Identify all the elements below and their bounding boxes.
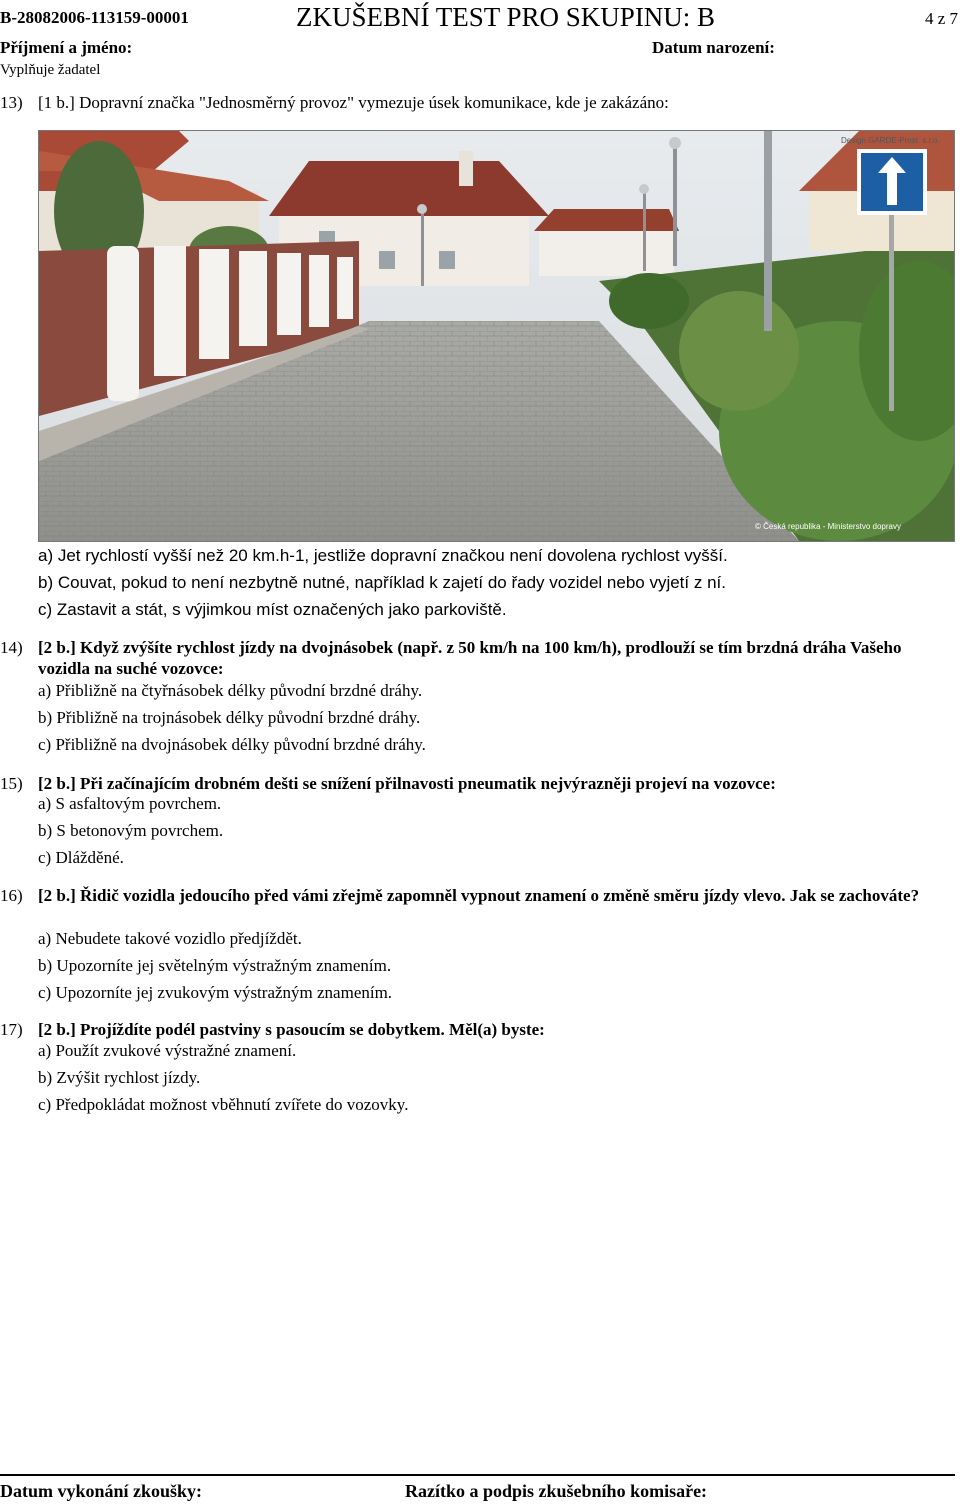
answer-13c[interactable]: c) Zastavit a stát, s výjimkou míst označených jako parkoviště. bbox=[38, 600, 507, 619]
question-number: 15) bbox=[0, 774, 23, 793]
question-13 bbox=[0, 92, 955, 113]
answer-16a[interactable]: a) Nebudete takové vozidlo předjíždět. bbox=[38, 929, 302, 948]
answer-16c[interactable]: c) Upozorníte jej zvukovým výstražným znamením. bbox=[38, 983, 393, 1002]
question-text: Projíždíte podél pastviny s pasoucím se dobytkem. Měl(a) byste: bbox=[80, 1020, 545, 1039]
page-number: 4 z 7 bbox=[924, 9, 958, 28]
street-photo bbox=[38, 130, 955, 542]
footer-divider bbox=[0, 1474, 955, 1476]
answer-17b[interactable]: b) Zvýšit rychlost jízdy. bbox=[38, 1068, 201, 1087]
answer-14c[interactable]: c) Přibližně na dvojnásobek délky původní brzdné dráhy. bbox=[38, 735, 426, 754]
answer-14a[interactable]: a) Přibližně na čtyřnásobek délky původní brzdné dráhy. bbox=[38, 681, 423, 700]
answer-13a[interactable]: a) Jet rychlostí vyšší než 20 km.h-1, jestliže dopravní značkou není dovolena rychlost vyšší. bbox=[38, 546, 728, 565]
question-points: [2 b.] bbox=[38, 638, 76, 657]
question-text: Dopravní značka "Jednosměrný provoz" vymezuje úsek komunikace, kde je zakázáno: bbox=[79, 93, 669, 112]
examiner-stamp-label: Razítko a podpis zkušebního komisaře: bbox=[405, 1481, 708, 1501]
question-17 bbox=[0, 1019, 955, 1040]
question-15 bbox=[0, 773, 955, 794]
question-number: 16) bbox=[0, 886, 23, 905]
answer-17c[interactable]: c) Předpokládat možnost vběhnutí zvířete do vozovky. bbox=[38, 1095, 409, 1114]
test-title: ZKUŠEBNÍ TEST PRO SKUPINU: B bbox=[296, 2, 716, 32]
answer-16b[interactable]: b) Upozorníte jej světelným výstražným znamením. bbox=[38, 956, 392, 975]
answer-15c[interactable]: c) Dlážděné. bbox=[38, 848, 124, 867]
question-number: 13) bbox=[0, 93, 23, 112]
question-number: 14) bbox=[0, 638, 23, 657]
answer-14b[interactable]: b) Přibližně na trojnásobek délky původní brzdné dráhy. bbox=[38, 708, 421, 727]
answer-15b[interactable]: b) S betonovým povrchem. bbox=[38, 821, 224, 840]
exam-date-label: Datum vykonání zkoušky: bbox=[0, 1481, 203, 1501]
photo-copyright: © Česká republika - Ministerstvo dopravy bbox=[755, 522, 901, 531]
question-text: Při začínajícím drobném dešti se snížení přilnavosti pneumatik nejvýrazněji projeví na vozovce: bbox=[80, 774, 776, 793]
question-points: [2 b.] bbox=[38, 1020, 76, 1039]
question-text: Když zvýšíte rychlost jízdy na dvojnásobek (např. z 50 km/h na 100 km/h), prodlouží se tím brzdná dráha Vašeho vozidla na suché vozovce: bbox=[38, 638, 902, 678]
birth-date-label: Datum narození: bbox=[652, 38, 775, 57]
question-14 bbox=[0, 637, 955, 679]
document-id: B-28082006-113159-00001 bbox=[0, 8, 189, 27]
question-number: 17) bbox=[0, 1020, 23, 1039]
question-points: [2 b.] bbox=[38, 774, 76, 793]
question-text: Řidič vozidla jedoucího před vámi zřejmě zapomněl vypnout znamení o změně směru jízdy vlevo. Jak se zachováte? bbox=[80, 886, 920, 905]
question-points: [2 b.] bbox=[38, 886, 76, 905]
filled-by-note: Vyplňuje žadatel bbox=[0, 62, 101, 78]
name-label: Příjmení a jméno: bbox=[0, 38, 133, 57]
answer-15a[interactable]: a) S asfaltovým povrchem. bbox=[38, 794, 222, 813]
answer-13b[interactable]: b) Couvat, pokud to není nezbytně nutné, například k zajetí do řady vozidel nebo vyjetí z ní. bbox=[38, 573, 726, 592]
question-16 bbox=[0, 885, 955, 906]
question-points: [1 b.] bbox=[38, 93, 75, 112]
photo-design-credit: Design GARDE-Prost. s.r.o. bbox=[841, 136, 940, 145]
answer-17a[interactable]: a) Použít zvukové výstražné znamení. bbox=[38, 1041, 297, 1060]
